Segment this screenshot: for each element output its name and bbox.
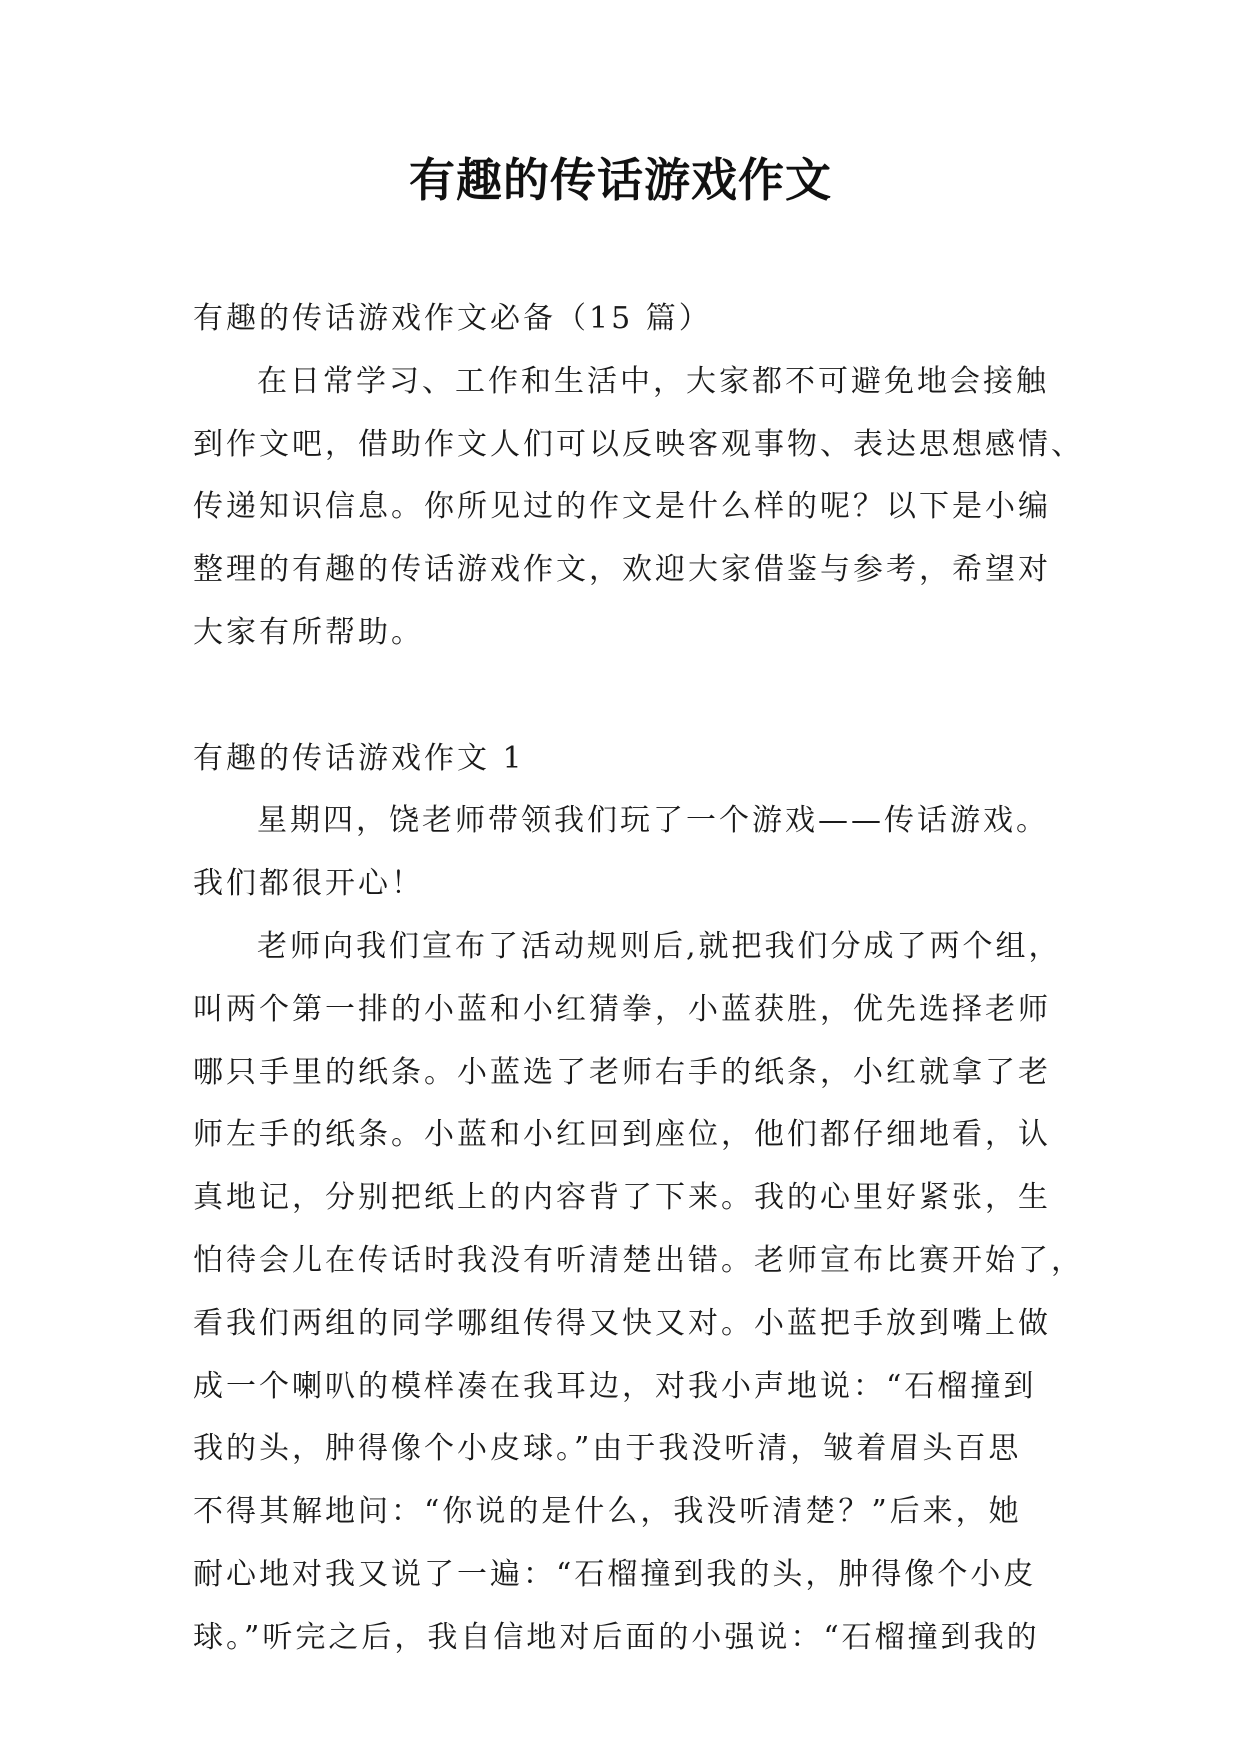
paragraph-line: 叫两个第一排的小蓝和小红猜拳，小蓝获胜，优先选择老师 <box>193 991 1051 1027</box>
paragraph-line: 哪只手里的纸条。小蓝选了老师右手的纸条，小红就拿了老 <box>193 1054 1051 1090</box>
paragraph-line: 怕待会儿在传话时我没有听清楚出错。老师宣布比赛开始了， <box>193 1242 1084 1278</box>
intro-line: 大家有所帮助。 <box>193 614 424 650</box>
paragraph-line: 老师向我们宣布了活动规则后,就把我们分成了两个组， <box>257 928 1062 964</box>
paragraph-line: 不得其解地问：“你说的是什么，我没听清楚？”后来，她 <box>193 1494 1022 1530</box>
paragraph-line: 我的头，肿得像个小皮球。”由于我没听清，皱着眉头百思 <box>193 1431 1022 1467</box>
paragraph-line: 真地记，分别把纸上的内容背了下来。我的心里好紧张，生 <box>193 1180 1051 1216</box>
intro-line: 整理的有趣的传话游戏作文，欢迎大家借鉴与参考，希望对 <box>193 552 1051 588</box>
paragraph-line: 师左手的纸条。小蓝和小红回到座位，他们都仔细地看，认 <box>193 1117 1051 1153</box>
paragraph-line: 耐心地对我又说了一遍：“石榴撞到我的头，肿得像个小皮 <box>193 1556 1037 1592</box>
paragraph-gap <box>193 665 1063 728</box>
subtitle: 有趣的传话游戏作文必备（15 篇） <box>193 301 712 336</box>
paragraph-line: 成一个喇叭的模样凑在我耳边，对我小声地说：“石榴撞到 <box>193 1368 1037 1404</box>
intro-line: 传递知识信息。你所见过的作文是什么样的呢？以下是小编 <box>193 489 1051 525</box>
paragraph-line: 看我们两组的同学哪组传得又快又对。小蓝把手放到嘴上做 <box>193 1305 1051 1341</box>
intro-line: 到作文吧，借助作文人们可以反映客观事物、表达思想感情、 <box>193 426 1084 462</box>
paragraph-line: 我们都很开心！ <box>193 866 424 902</box>
page-title: 有趣的传话游戏作文 <box>409 153 832 207</box>
section-heading: 有趣的传话游戏作文 1 <box>193 740 525 776</box>
intro-line: 在日常学习、工作和生活中，大家都不可避免地会接触 <box>257 363 1049 399</box>
document-body <box>193 288 1084 1670</box>
paragraph-line: 星期四，饶老师带领我们玩了一个游戏——传话游戏。 <box>257 803 1049 839</box>
paragraph-line: 球。”听完之后，我自信地对后面的小强说：“石榴撞到我的 <box>193 1619 1040 1655</box>
